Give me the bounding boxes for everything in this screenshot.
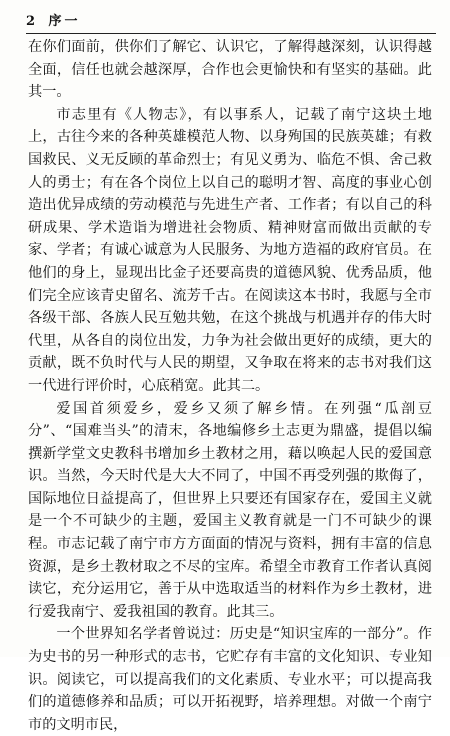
paragraph-knowledge: 一个世界知名学者曾说过：历史是“知识宝库的一部分”。作为史书的另一种形式的志书，它贮存有丰富的文化知识、专业知识。阅读它，可以提高我们的文化素质、专业水平；可以提高我们的道德修养和品质；可以开拓视野，培养理想。对做一个南宁市的文明市民， bbox=[28, 626, 432, 733]
paragraph-biographies: 市志里有《人物志》，有以事系人，记载了南宁这块土地上，古往今来的各种英雄模范人物、以身殉国的民族英雄；有救国救民、义无反顾的革命烈士；有见义勇为、临危不惧、舍己救人的勇士；有在各个岗位上以自己的聪明才智、高度的事业心创造出优异成绩的劳动模范与先进生产者、工作者；有以自己的科研成果、学术造诣为增进社会物质、精神财富而做出贡献的专家、学者；有诚心诚意为人民服务、为地方造福的政府官员。在他们的身上，显现出比金子还要高贵的道德风貌、优秀品质，他们完全应该青史留名、流芳千古。在阅读这本书时，我愿与全市各级干部、各族人民互勉共勉，在这个挑战与机遇并存的伟大时代里，从各自的岗位出发，力争为社会做出更好的成绩，更大的贡献，既不负时代与人民的期望，又争取在将来的志书对我们这一代进行评价时，心底稍宽。此其二。 bbox=[28, 106, 432, 394]
paragraph-patriotism: 爱国首须爱乡，爱乡又须了解乡情。在列强“瓜剖豆分”、“国难当头”的清末，各地编修乡土志更为鼎盛，提倡以编撰新学堂文史教科书增加乡土教材之用，藉以唤起人民的爱国意识。当然，今天时代是大大不同了，中国不再受列强的欺侮了，国际地位日益提高了，但世界上只要还有国家存在，爱国主义就是一个不可缺少的主题，爱国主义教育就是一门不可缺少的课程。市志记载了南宁市方方面面的情况与资料，拥有丰富的信息资源，是乡土教材取之不尽的宝库。希望全市教育工作者认真阅读它，充分运用它，善于从中选取适当的材料作为乡土教材，进行爱我南宁、爱我祖国的教育。此其三。 bbox=[28, 400, 432, 620]
paragraph-continued: 在你们面前，供你们了解它、认识它，了解得越深刻，认识得越全面，信任也就会越深厚，合作也会更愉快和有坚实的基础。此其一。 bbox=[28, 39, 432, 101]
running-head bbox=[26, 13, 436, 34]
section-title: 序一 bbox=[48, 14, 81, 29]
page-number: 2 bbox=[26, 14, 36, 29]
body-text bbox=[28, 36, 432, 736]
